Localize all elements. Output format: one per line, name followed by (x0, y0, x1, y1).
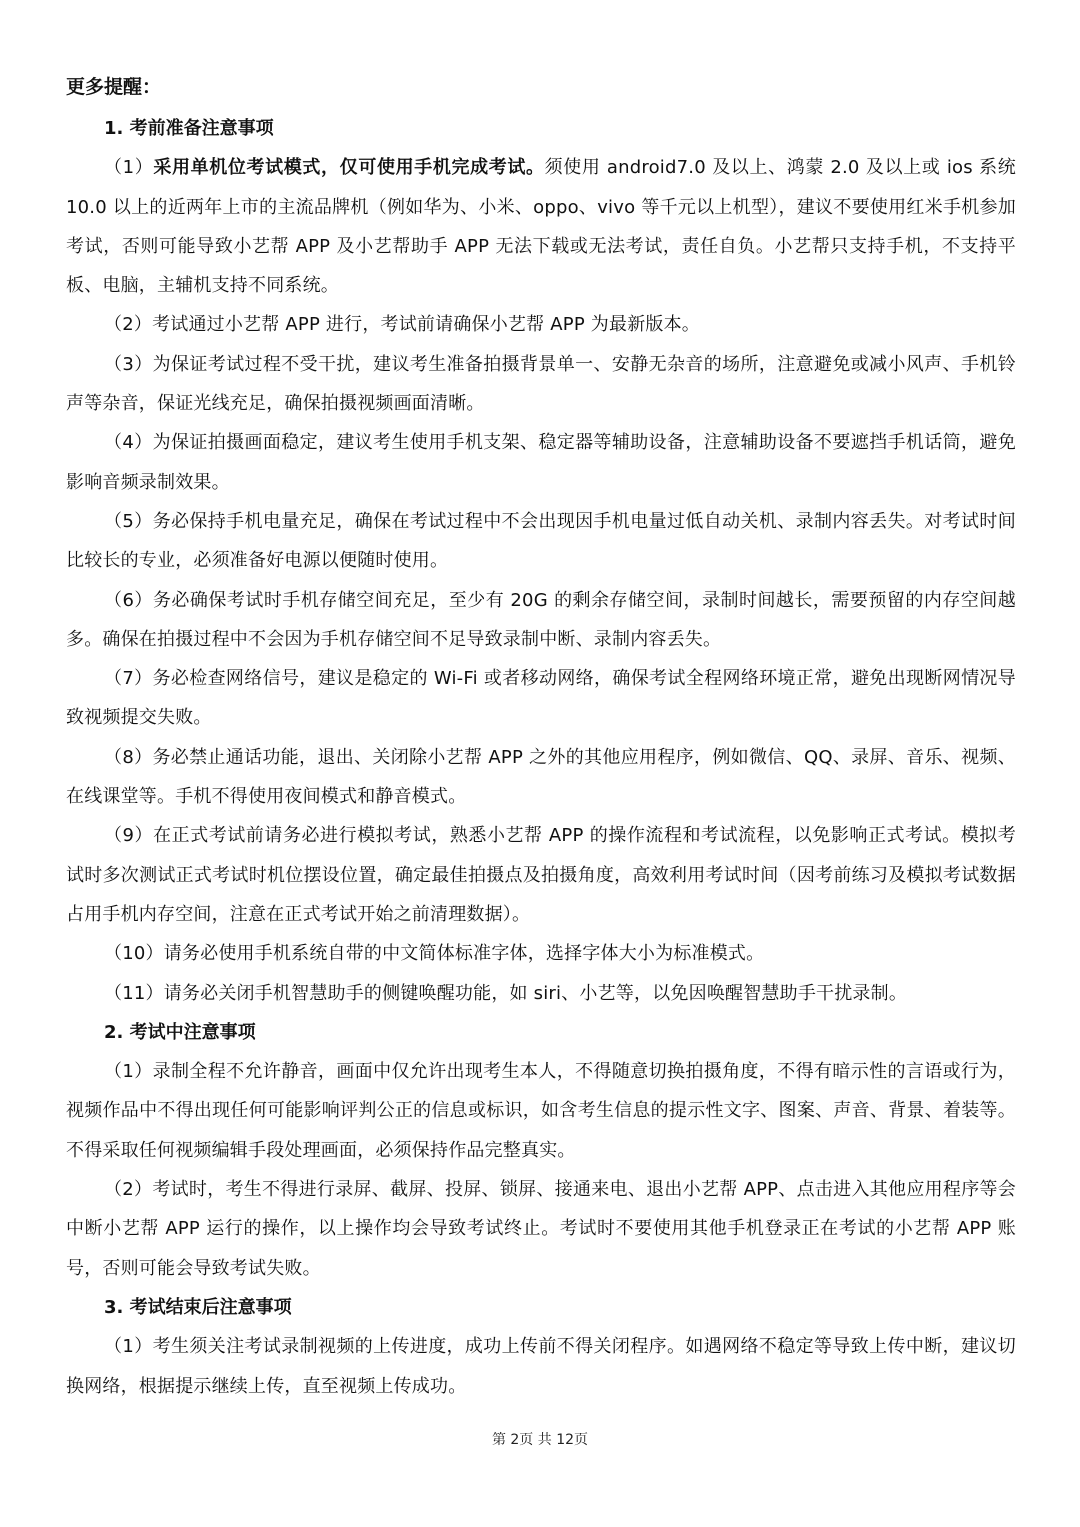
paragraph (66, 1170, 1016, 1288)
paragraph-text: 考生须关注考试录制视频的上传进度，成功上传前不得关闭程序。如遇网络不稳定等导致上传中断，建议切换网络，根据提示继续上传，直至视频上传成功。 (66, 1336, 1016, 1397)
item-number: （10） (104, 943, 164, 965)
item-number: （1） (104, 1061, 153, 1083)
paragraph-text: 考试时，考生不得进行录屏、截屏、投屏、锁屏、接通来电、退出小艺帮 APP、点击进入其他应用程序等会中断小艺帮 APP 运行的操作，以上操作均会导致考试终止。考试时不要使用其他手机登录正在考试的小艺帮 APP 账号，否则可能会导致考试失败。 (66, 1179, 1016, 1279)
paragraph (66, 1327, 1016, 1406)
paragraph-text: 请务必关闭手机智慧助手的侧键唤醒功能，如 siri、小艺等，以免因唤醒智慧助手干扰录制。 (163, 982, 908, 1004)
item-number: （4） (104, 432, 153, 454)
section-heading: 2. 考试中注意事项 (104, 1021, 256, 1043)
item-number: （2） (104, 1179, 153, 1201)
section-heading: 1. 考前准备注意事项 (104, 118, 274, 139)
paragraph (66, 345, 1016, 424)
paragraph-text: 为保证考试过程不受干扰，建议考生准备拍摄背景单一、安静无杂音的场所，注意避免或减小风声、手机铃声等杂音，保证光线充足，确保拍摄视频画面清晰。 (66, 353, 1016, 415)
item-number: （7） (104, 668, 153, 690)
paragraph-text: 务必检查网络信号，建议是稳定的 Wi-Fi 或者移动网络，确保考试全程网络环境正常，避免出现断网情况导致视频提交失败。 (66, 668, 1016, 729)
paragraph-text: 须使用 android7.0 及以上、鸿蒙 2.0 及以上或 ios 系统 10.0 以上的近两年上市的主流品牌机（例如华为、小米、oppo、vivo 等千元以上机型），建议不要使用红米手机参加考试，否则可能导致小艺帮 APP 及小艺帮助手 APP 无法下载或无法考试，责任自负。小艺帮只支持手机，不支持平板、电脑，主辅机支持不同系统。 (66, 157, 1016, 297)
paragraph (66, 423, 1016, 502)
paragraph-text: 务必保持手机电量充足，确保在考试过程中不会出现因手机电量过低自动关机、录制内容丢失。对考试时间比较长的专业，必须准备好电源以便随时使用。 (66, 510, 1016, 572)
paragraph-text: 务必确保考试时手机存储空间充足，至少有 20G 的剩余存储空间，录制时间越长，需要预留的内存空间越多。确保在拍摄过程中不会因为手机存储空间不足导致录制中断、录制内容丢失。 (66, 589, 1016, 650)
document-body (66, 68, 1016, 1406)
paragraph-text: 请务必使用手机系统自带的中文简体标准字体，选择字体大小为标准模式。 (163, 943, 765, 965)
item-number: （8） (104, 746, 153, 768)
paragraph (66, 974, 1016, 1013)
page-footer (0, 1428, 1080, 1452)
item-number: （11） (104, 982, 164, 1004)
paragraph-text: 为保证拍摄画面稳定，建议考生使用手机支架、稳定器等辅助设备，注意辅助设备不要遮挡手机话筒，避免影响音频录制效果。 (66, 432, 1016, 493)
paragraph-text: 务必禁止通话功能，退出、关闭除小艺帮 APP 之外的其他应用程序，例如微信、QQ、录屏、音乐、视频、在线课堂等。手机不得使用夜间模式和静音模式。 (66, 746, 1016, 808)
item-number: （3） (104, 353, 153, 375)
item-number: （2） (104, 314, 153, 336)
paragraph (66, 1052, 1016, 1170)
item-number: （1） (104, 1336, 153, 1358)
paragraph (66, 816, 1016, 934)
paragraph (66, 148, 1016, 305)
item-number: （1） (104, 157, 154, 179)
emphasis-text: 采用单机位考试模式，仅可使用手机完成考试。 (153, 157, 545, 179)
paragraph-text: 考试通过小艺帮 APP 进行，考试前请确保小艺帮 APP 为最新版本。 (152, 314, 700, 336)
page-title: 更多提醒： (66, 76, 162, 98)
paragraph-text: 在正式考试前请务必进行模拟考试，熟悉小艺帮 APP 的操作流程和考试流程，以免影响正式考试。模拟考试时多次测试正式考试时机位摆设位置，确定最佳拍摄点及拍摄角度，高效利用考试时间（因考前练习及模拟考试数据占用手机内存空间，注意在正式考试开始之前清理数据）。 (66, 825, 1017, 925)
page-number-label: 第 2页 共 12页 (491, 1432, 589, 1448)
item-number: （6） (104, 589, 153, 611)
paragraph (66, 502, 1016, 581)
section-heading: 3. 考试结束后注意事项 (104, 1296, 292, 1318)
paragraph (66, 738, 1016, 817)
paragraph (66, 581, 1016, 660)
paragraph (66, 305, 1016, 344)
paragraph-text: 录制全程不允许静音，画面中仅允许出现考生本人，不得随意切换拍摄角度，不得有暗示性的言语或行为，视频作品中不得出现任何可能影响评判公正的信息或标识，如含考生信息的提示性文字、图案、声音、背景、着装等。不得采取任何视频编辑手段处理画面，必须保持作品完整真实。 (66, 1061, 1016, 1161)
item-number: （5） (104, 510, 153, 532)
paragraph (66, 934, 1016, 973)
paragraph (66, 659, 1016, 738)
item-number: （9） (104, 825, 154, 847)
